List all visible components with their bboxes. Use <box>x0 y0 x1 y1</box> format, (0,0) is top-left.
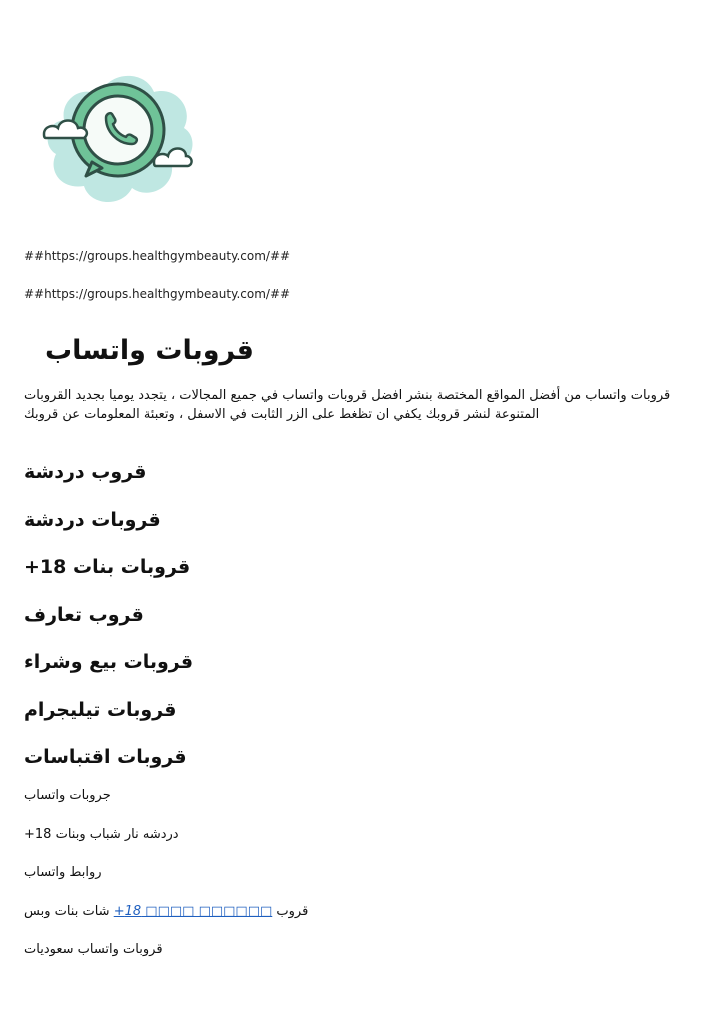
url-line: ##https://groups.healthgymbeauty.com/## <box>24 287 291 301</box>
section-heading: قروب دردشة <box>24 461 147 483</box>
intro-paragraph <box>24 386 696 424</box>
link-list <box>24 786 308 979</box>
list-item-prefix: قروب <box>276 903 309 919</box>
url-list <box>24 248 290 324</box>
page-title: قروبات واتساب <box>45 335 254 366</box>
list-item: روابط واتساب <box>24 865 102 880</box>
list-item: جروبات واتساب <box>24 788 111 803</box>
headings-list <box>24 458 193 791</box>
whatsapp-logo <box>36 62 194 207</box>
group-link[interactable]: □□□□□□ □□□□ 18+ <box>113 903 273 919</box>
url-line: ##https://groups.healthgymbeauty.com/## <box>24 249 291 263</box>
list-item: قروبات واتساب سعوديات <box>24 942 163 957</box>
section-heading: قروبات بيع وشراء <box>24 651 194 673</box>
list-item-suffix: شات بنات وبس <box>24 903 110 919</box>
section-heading: قروبات تيليجرام <box>24 698 177 721</box>
section-heading: قروب تعارف <box>24 603 144 626</box>
section-heading: قروبات اقتباسات <box>24 746 187 768</box>
section-heading: قروبات بنات 18+ <box>24 556 191 578</box>
whatsapp-cloud-icon <box>36 62 194 207</box>
list-item: دردشه نار شباب وبنات 18+ <box>24 826 179 842</box>
section-heading: قروبات دردشة <box>24 508 161 531</box>
list-item <box>24 902 308 941</box>
intro-text: قروبات واتساب من أفضل المواقع المختصة بنشر افضل قروبات واتساب في جميع المجالات ، يتجدد يوميا بجديد القروبات المتنوعة لنشر قروبك يكفي ان تظغط على الزر الثابت في الاسفل ، وتعبئة المعلومات عن قروبك <box>24 388 671 422</box>
